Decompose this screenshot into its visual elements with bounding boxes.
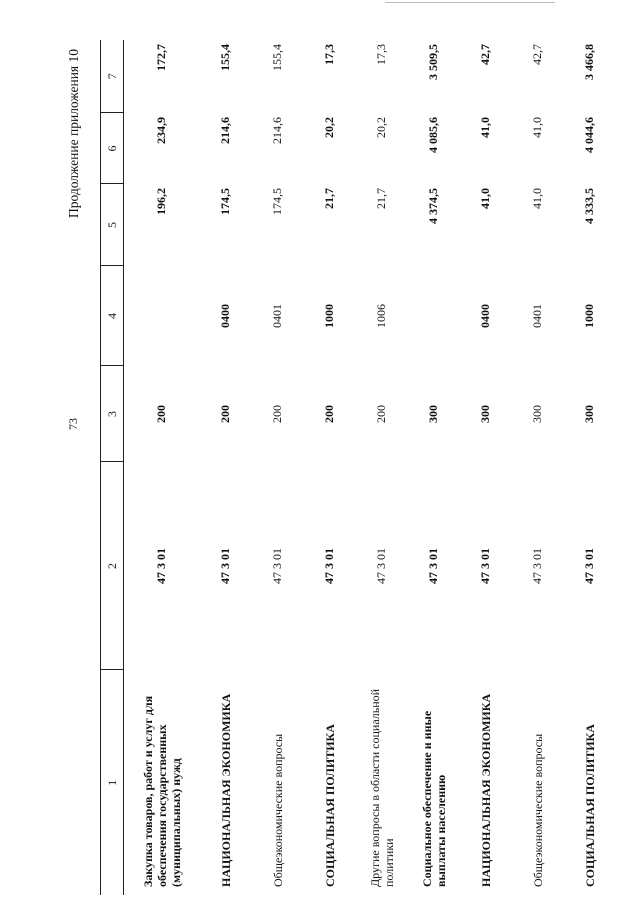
row-name: Закупка товаров, работ и услуг для обеспечения государственных (муниципальных) нужд xyxy=(140,695,183,887)
row-name: Общеэкономические вопросы xyxy=(270,733,285,887)
value-col6: 20,2 xyxy=(374,117,388,138)
value-col6: 41,0 xyxy=(530,117,544,138)
row-name: Социальное обеспечение и иные выплаты населению xyxy=(419,710,448,887)
table-row xyxy=(304,40,356,895)
value-col7: 17,3 xyxy=(322,44,336,65)
row-name: Общеэкономические вопросы xyxy=(530,733,545,887)
value-col7: 3 509,5 xyxy=(426,44,440,80)
section-code: 0401 xyxy=(270,304,284,328)
row-name: Другие вопросы в области социальной политики xyxy=(367,688,396,887)
value-col7: 42,7 xyxy=(478,44,492,65)
value-col5: 174,5 xyxy=(218,188,232,215)
page-number: 73 xyxy=(66,418,80,430)
section-code: 0400 xyxy=(218,304,232,328)
appendix-note: Продолжение приложения 10 xyxy=(66,48,81,218)
value-col5: 174,5 xyxy=(270,188,284,215)
section-code: 0400 xyxy=(478,304,492,328)
target-code: 47 3 01 xyxy=(218,548,232,584)
section-code: 1000 xyxy=(322,304,336,328)
table-row xyxy=(252,40,304,895)
table-row xyxy=(408,40,460,895)
table-row xyxy=(460,40,512,895)
target-code: 47 3 01 xyxy=(530,548,544,584)
value-col7: 172,7 xyxy=(154,44,169,71)
value-col7: 155,4 xyxy=(270,44,284,71)
section-code: 1000 xyxy=(582,304,596,328)
target-code: 47 3 01 xyxy=(582,548,596,584)
row-name: НАЦИОНАЛЬНАЯ ЭКОНОМИКА xyxy=(478,693,493,887)
table-row xyxy=(564,40,616,895)
row-name: НАЦИОНАЛЬНАЯ ЭКОНОМИКА xyxy=(218,693,233,887)
target-code: 47 3 01 xyxy=(426,548,440,584)
expense-type: 300 xyxy=(478,405,492,423)
expense-type: 300 xyxy=(530,405,544,423)
value-col6: 234,9 xyxy=(154,117,169,144)
expense-type: 200 xyxy=(322,405,336,423)
value-col7: 17,3 xyxy=(374,44,388,65)
expense-type: 300 xyxy=(426,405,440,423)
rotated-table-container xyxy=(100,40,620,895)
table-row xyxy=(124,40,200,895)
value-col5: 21,7 xyxy=(322,188,336,209)
top-rule xyxy=(385,2,555,3)
expense-type: 200 xyxy=(154,405,169,423)
value-col6: 4 085,6 xyxy=(426,117,440,153)
section-code xyxy=(124,266,200,366)
target-code: 47 3 01 xyxy=(478,548,492,584)
col-header-5: 5 xyxy=(101,184,124,266)
value-col7: 155,4 xyxy=(218,44,232,71)
section-code: 0401 xyxy=(530,304,544,328)
col-header-6: 6 xyxy=(101,113,124,184)
value-col5: 21,7 xyxy=(374,188,388,209)
section-code xyxy=(408,266,460,366)
value-col5: 41,0 xyxy=(530,188,544,209)
col-header-1: 1 xyxy=(101,670,124,895)
target-code: 47 3 01 xyxy=(322,548,336,584)
value-col5: 41,0 xyxy=(478,188,492,209)
target-code: 47 3 01 xyxy=(154,548,169,584)
value-col6: 214,6 xyxy=(218,117,232,144)
value-col6: 41,0 xyxy=(478,117,492,138)
expense-type: 200 xyxy=(218,405,232,423)
value-col6: 214,6 xyxy=(270,117,284,144)
expense-type: 200 xyxy=(270,405,284,423)
row-name: СОЦИАЛЬНАЯ ПОЛИТИКА xyxy=(322,724,337,887)
value-col7: 42,7 xyxy=(530,44,544,65)
value-col7: 3 466,8 xyxy=(582,44,596,80)
table-row xyxy=(512,40,564,895)
value-col5: 4 374,5 xyxy=(426,188,440,224)
col-header-7: 7 xyxy=(101,40,124,113)
table-row xyxy=(200,40,252,895)
value-col6: 20,2 xyxy=(322,117,336,138)
col-header-4: 4 xyxy=(101,266,124,366)
col-header-2: 2 xyxy=(101,462,124,670)
table-row xyxy=(356,40,408,895)
expense-type: 300 xyxy=(582,405,596,423)
value-col6: 4 044,6 xyxy=(582,117,596,153)
header-row xyxy=(101,40,124,895)
target-code: 47 3 01 xyxy=(374,548,388,584)
row-name: СОЦИАЛЬНАЯ ПОЛИТИКА xyxy=(582,724,597,887)
value-col5: 4 333,5 xyxy=(582,188,596,224)
col-header-3: 3 xyxy=(101,366,124,462)
budget-table xyxy=(100,40,616,895)
value-col5: 196,2 xyxy=(154,188,169,215)
section-code: 1006 xyxy=(374,304,388,328)
target-code: 47 3 01 xyxy=(270,548,284,584)
expense-type: 200 xyxy=(374,405,388,423)
